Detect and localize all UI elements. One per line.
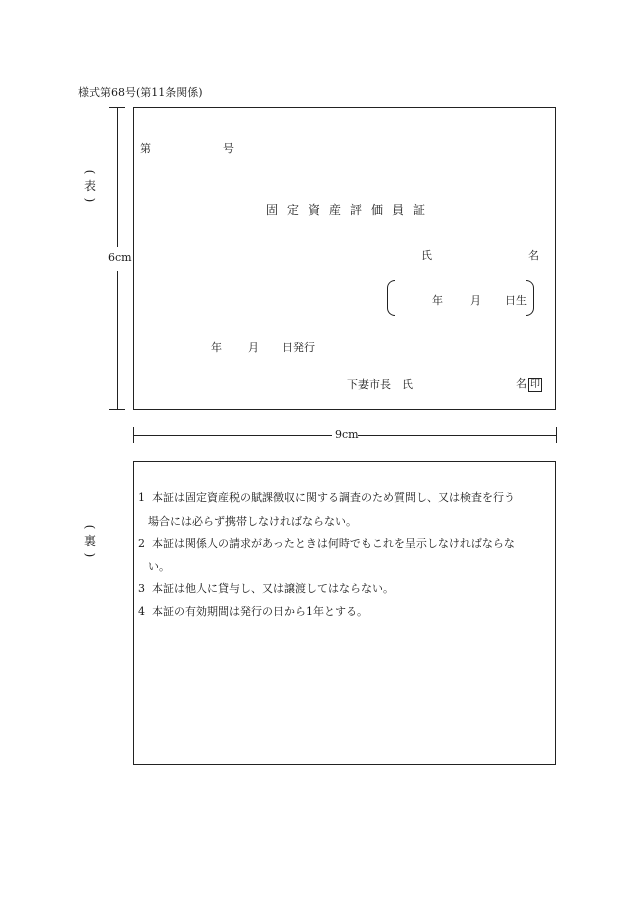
note-text: 本証は関係人の請求があったときは何時でもこれを呈示しなければならな [152,537,515,550]
note-1 [138,489,515,505]
issue-month: 月 [248,341,259,354]
note-1-continuation: 場合には必らず携帯しなければならない。 [148,515,357,528]
note-number: 3 [138,582,145,595]
seal-mark: 印 [530,379,540,390]
issuer-name [516,375,542,392]
birth-bracket-close [526,280,534,316]
note-2-continuation: い。 [148,560,170,573]
issuer: 下妻市長 氏 [347,378,413,391]
issue-day: 日発行 [282,341,315,354]
front-side-paren-close: ) [83,197,97,203]
note-number: 1 [138,491,145,504]
width-dim-line-right [358,435,556,436]
height-dim-bottom-tick [109,409,125,410]
front-side-label [83,165,97,207]
birth-bracket-open [387,280,395,316]
front-side-paren-open: ( [83,169,97,175]
height-dim-label: 6cm [108,251,132,264]
width-dim-label: 9cm [335,428,359,441]
back-side-paren-close: ) [83,552,97,558]
note-text: 本証の有効期間は発行の日から1年とする。 [152,605,368,618]
front-card [133,107,556,410]
height-dim-line-upper [117,107,118,247]
number-prefix: 第 [140,142,151,155]
birth-month: 月 [470,294,481,307]
note-text: 本証は他人に貸与し、又は譲渡してはならない。 [152,582,394,595]
note-3 [138,580,394,596]
back-side-paren-open: ( [83,524,97,530]
form-title: 様式第68号(第11条関係) [78,86,203,99]
note-number: 4 [138,605,145,618]
name-label-1: 氏 [421,249,432,262]
issue-year: 年 [211,341,222,354]
width-dim-line-left [133,435,332,436]
width-dim-right-tick [556,427,557,443]
height-dim-line-lower [117,271,118,409]
birth-year: 年 [432,294,443,307]
note-number: 2 [138,537,145,550]
note-2 [138,535,515,551]
back-side-label [83,520,97,562]
birth-day: 日生 [505,294,527,307]
name-label-2: 名 [528,249,539,262]
number-suffix: 号 [223,142,234,155]
back-side-char: 裏 [83,534,96,548]
issuer-name-suffix: 名 [516,377,527,390]
front-side-char: 表 [83,179,96,193]
note-4 [138,603,368,619]
note-text: 本証は固定資産税の賦課徴収に関する調査のため質問し、又は検査を行う [152,491,515,504]
card-title: 固定資産評価員証 [266,203,435,217]
